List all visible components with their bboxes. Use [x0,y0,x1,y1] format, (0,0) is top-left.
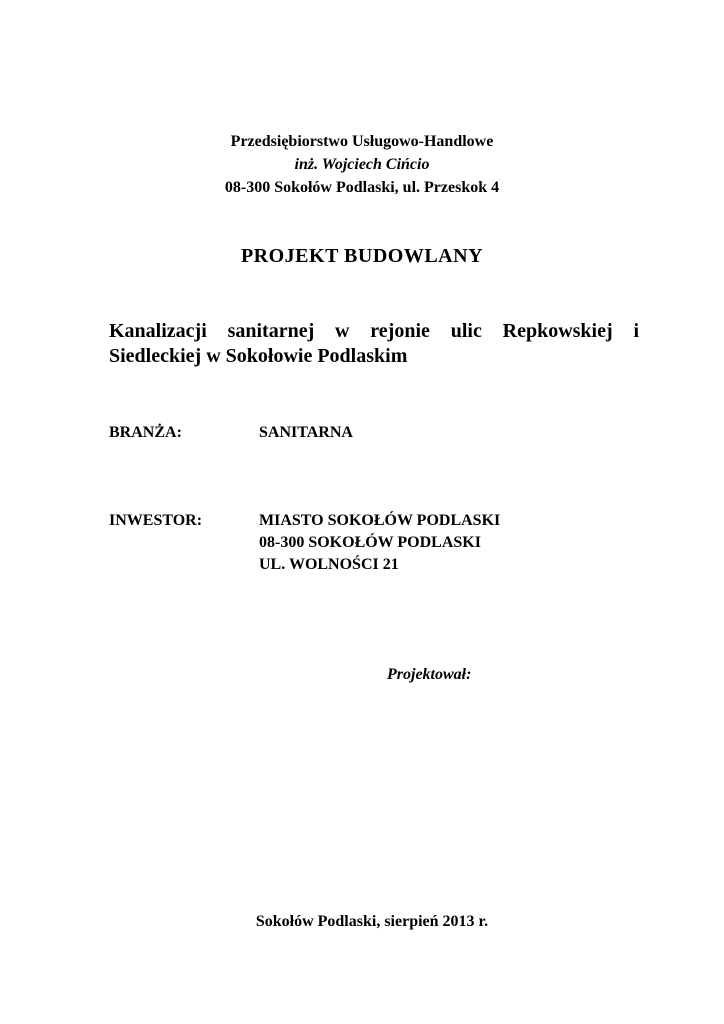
document-title: PROJEKT BUDOWLANY [240,245,484,267]
investor-postal: 08-300 SOKOŁÓW PODLASKI [259,534,481,551]
company-header [0,130,724,199]
investor-details [259,510,659,576]
engineer-name: inż. Wojciech Cińcio [294,156,430,173]
branch-value: SANITARNA [259,424,353,441]
project-subject: Kanalizacji sanitarnej w rejonie ulic Repkowskiej i Siedleckiej w Sokołowie Podlaskim [109,320,639,367]
designed-by-label: Projektował: [387,666,472,683]
investor-street: UL. WOLNOŚCI 21 [259,556,399,573]
place-date-footer: Sokołów Podlaski, sierpień 2013 r. [255,913,489,930]
investor-label: INWESTOR: [109,512,203,529]
company-address: 08-300 Sokołów Podlaski, ul. Przeskok 4 [224,179,500,196]
branch-label: BRANŻA: [109,424,182,441]
investor-name: MIASTO SOKOŁÓW PODLASKI [259,512,501,529]
company-name: Przedsiębiorstwo Usługowo-Handlowe [230,133,494,150]
